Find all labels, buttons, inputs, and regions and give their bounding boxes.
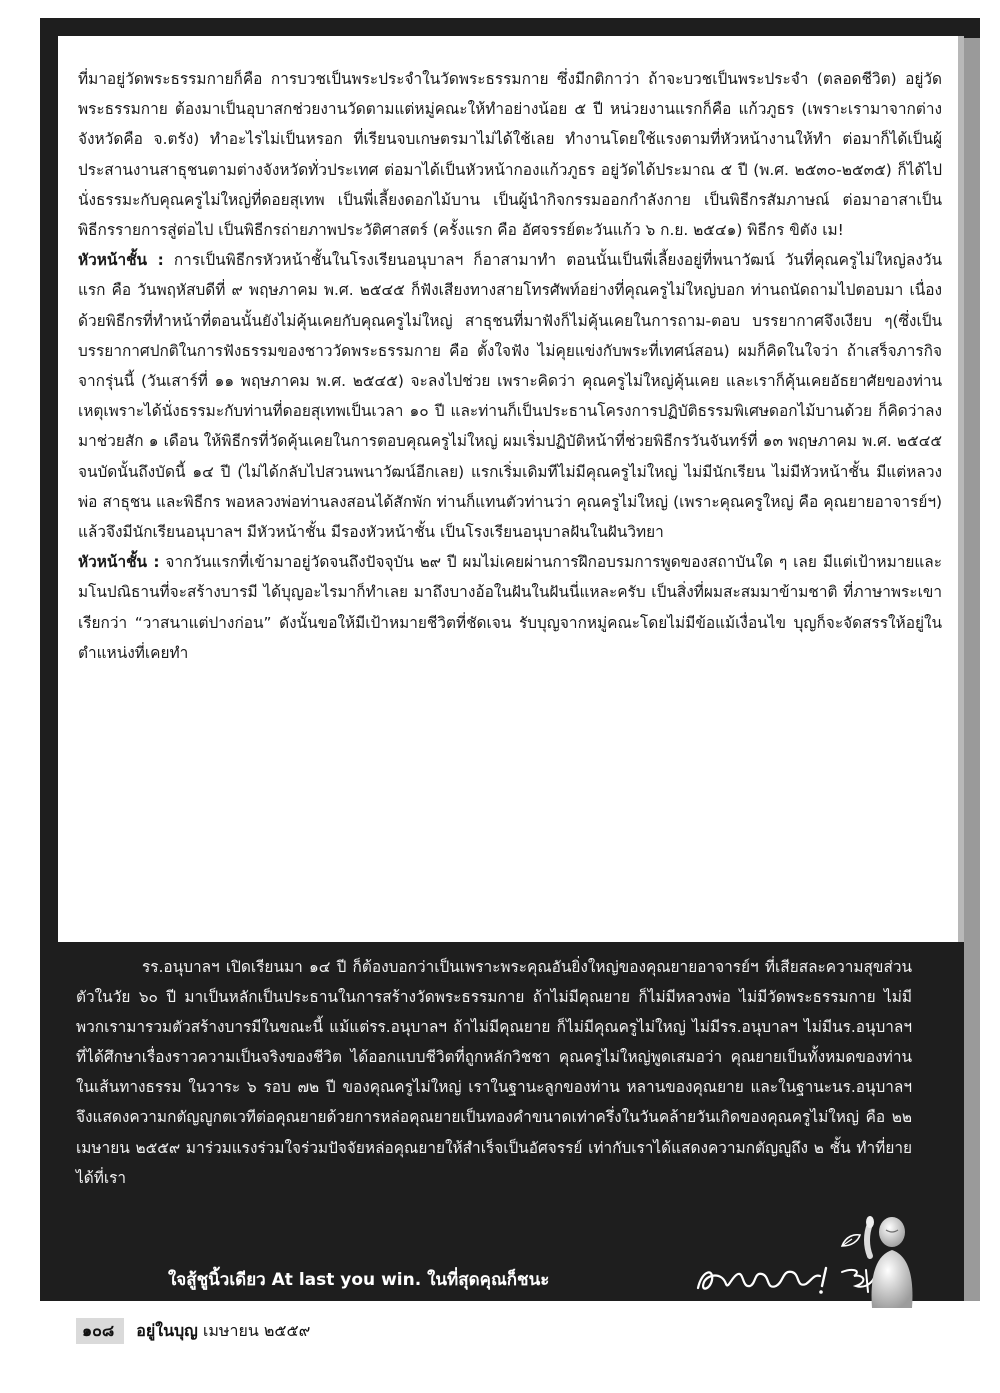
leaf-icon (840, 1232, 862, 1248)
handwritten-signature (692, 1262, 882, 1298)
paragraph-2-text: การเป็นพิธีกรหัวหน้าชั้นในโรงเรียนอนุบาลฯ ก็อาสามาทำ ตอนนั้นเป็นพี่เลี้ยงอยู่ที่พนาวัฒน์ วันที่คุณครูไม่ใหญ่ลงวันแรก คือ วันพฤหัสบดีที่ ๙ พฤษภาคม พ.ศ. ๒๕๔๕ ก็ฟังเสียงทางสายโทรศัพท์อย่างที่คุณครูไม่ใหญ่บอก ท่านถนัดถามไปตอบมา เนื่องด้วยพิธีกรที่ทำหน้าที่ตอนนั้นยังไม่คุ้นเคยกับคุณครูไม่ใหญ่ สาธุชนที่มาฟังก็ไม่คุ้นเคยในการถาม-ตอบ บรรยากาศจึงเงียบ ๆ(ซึ่งเป็นบรรยากาศปกติในการฟังธรรมของชาววัดพระธรรมกาย คือ ตั้งใจฟัง ไม่คุยแข่งกับพระที่เทศน์สอน) ผมก็คิดในใจว่า ถ้าเสร็จภารกิจจากรุ่นนี้ (วันเสาร์ที่ ๑๑ พฤษภาคม พ.ศ. ๒๕๔๕) จะลงไปช่วย เพราะคิดว่า คุณครูไม่ใหญ่คุ้นเคย และเราก็คุ้นเคยอัธยาศัยของท่าน เหตุเพราะได้นั่งธรรมะกับท่านที่ดอยสุเทพเป็นเวลา ๑๐ ปี และท่านก็เป็นประธานโครงการปฏิบัติธรรมพิเศษดอกไม้บานด้วย ก็คิดว่าลงมาช่วยสัก ๑ เดือน ให้พิธีกรที่วัดคุ้นเคยในการตอบคุณครูไม่ใหญ่ ผมเริ่มปฏิบัติหน้าที่ช่วยพิธีกรวันจันทร์ที่ ๑๓ พฤษภาคม พ.ศ. ๒๕๔๕ จนบัดนั้นถึงบัดนี้ ๑๔ ปี (ไม่ได้กลับไปสวนพนาวัฒน์อีกเลย) แรกเริ่มเดิมทีไม่มีคุณครูไม่ใหญ่ ไม่มีนักเรียน ไม่มีหัวหน้าชั้น มีแต่หลวงพ่อ สาธุชน และพิธีกร พอหลวงพ่อท่านลงสอนได้สักพัก ท่านก็แทนตัวท่านว่า คุณครูไม่ใหญ่ (เพราะคุณครูใหญ่ คือ คุณยายอาจารย์ฯ) แล้วจึงมีนักเรียนอนุบาลฯ มีหัวหน้าชั้น มีรองหัวหน้าชั้น เป็นโรงเรียนอนุบาลฝันในฝันวิทยา (78, 251, 943, 542)
magazine-title: อยู่ในบุญ (136, 1320, 198, 1340)
article-paragraph-2 (58, 245, 958, 547)
paragraph-2-lead: หัวหน้าชั้น : (78, 251, 164, 270)
page-number: ๑๐๘ (76, 1318, 124, 1344)
pointing-figure-illustration (860, 1210, 922, 1308)
magazine-issue: เมษายน ๒๕๕๙ (202, 1320, 311, 1340)
page-footer (76, 1318, 310, 1344)
slogan-row (76, 1262, 956, 1298)
article-paragraph-1 (58, 36, 958, 245)
frame-shadow-edge (964, 38, 980, 1301)
article-paragraph-3 (58, 547, 958, 668)
article-body (58, 36, 964, 942)
paragraph-3-lead: หัวหน้าชั้น : (78, 553, 160, 572)
paragraph-3-text: จากวันแรกที่เข้ามาอยู่วัดจนถึงปัจจุบัน ๒๙ ปี ผมไม่เคยผ่านการฝึกอบรมการพูดของสถาบันใด ๆ เลย มีแต่เป้าหมายและมโนปณิธานที่จะสร้างบารมี ได้บุญอะไรมาก็ทำเลย มาถึงบางอ้อในฝันในฝันนี่แหละครับ เป็นสิ่งที่ผมสะสมมาข้ามชาติ ที่ภาษาพระเขาเรียกว่า “วาสนาแต่ปางก่อน” ดังนั้นขอให้มีเป้าหมายชีวิตที่ชัดเจน รับบุญจากหมู่คณะโดยไม่มีข้อแม้เงื่อนไข บุญก็จะจัดสรรให้อยู่ในตำแหน่งที่เคยทำ (78, 553, 942, 662)
tribute-section (76, 952, 912, 1193)
tribute-paragraph: รร.อนุบาลฯ เปิดเรียนมา ๑๔ ปี ก็ต้องบอกว่าเป็นเพราะพระคุณอันยิ่งใหญ่ของคุณยายอาจารย์ฯ ที่เสียสละความสุขส่วนตัวในวัย ๖๐ ปี มาเป็นหลักเป็นประธานในการสร้างวัดพระธรรมกาย ถ้าไม่มีคุณยาย ก็ไม่มีหลวงพ่อ ไม่มีวัดพระธรรมกาย ไม่มีพวกเรามารวมตัวสร้างบารมีในขณะนี้ แม้แต่รร.อนุบาลฯ ถ้าไม่มีคุณยาย ก็ไม่มีคุณครูไม่ใหญ่ ไม่มีรร.อนุบาลฯ ไม่มีนร.อนุบาลฯ ที่ได้ศึกษาเรื่องราวความเป็นจริงของชีวิต ได้ออกแบบชีวิตที่ถูกหลักวิชชา คุณครูไม่ใหญ่พูดเสมอว่า คุณยายเป็นทั้งหมดของท่านในเส้นทางธรรม ในวาระ ๖ รอบ ๗๒ ปี ของคุณครูไม่ใหญ่ เราในฐานะลูกของท่าน หลานของคุณยาย และในฐานะนร.อนุบาลฯ จึงแสดงความกตัญญูกตเวทีต่อคุณยายด้วยการหล่อคุณยายเป็นทองคำขนาดเท่าครึ่งในวันคล้ายวันเกิดของคุณครูไม่ใหญ่ คือ ๒๒ เมษายน ๒๕๕๙ มาร่วมแรงร่วมใจร่วมปัจจัยหล่อคุณยายให้สำเร็จเป็นอัศจรรย์ เท่ากับเราได้แสดงความกตัญญูถึง ๒ ชั้น ทำที่ยาย ได้ที่เรา (76, 958, 912, 1187)
paragraph-1-text: ที่มาอยู่วัดพระธรรมกายก็คือ การบวชเป็นพระประจำในวัดพระธรรมกาย ซึ่งมีกติกาว่า ถ้าจะบวชเป็นพระประจำ (ตลอดชีวิต) อยู่วัดพระธรรมกาย ต้องมาเป็นอุบาสกช่วยงานวัดตามแต่หมู่คณะให้ทำอย่างน้อย ๕ ปี หน่วยงานแรกก็คือ แก้วภูธร (เพราะเรามาจากต่างจังหวัดคือ จ.ตรัง) ทำอะไรไม่เป็นหรอก ที่เรียนจบเกษตรมาไม่ได้ใช้เลย ทำงานโดยใช้แรงตามที่หัวหน้างานให้ทำ ต่อมาก็ได้เป็นผู้ประสานงานสาธุชนตามต่างจังหวัดทั่วประเทศ ต่อมาได้เป็นหัวหน้ากองแก้วภูธร อยู่วัดได้ประมาณ ๕ ปี (พ.ศ. ๒๕๓๐-๒๕๓๕) ก็ได้ไปนั่งธรรมะกับคุณครูไม่ใหญ่ที่ดอยสุเทพ เป็นพี่เลี้ยงดอกไม้บาน เป็นผู้นำกิจกรรมออกกำลังกาย เป็นพิธีกรสัมภาษณ์ ต่อมาอาสาเป็นพิธีกรรายการสู่ต่อไป เป็นพิธีกรถ่ายภาพประวัติศาสตร์ (ครั้งแรก คือ อัศจรรย์ตะวันแก้ว ๖ ก.ย. ๒๕๔๑) พิธีกร ขิตัง เม! (78, 70, 942, 240)
magazine-info (136, 1319, 310, 1344)
slogan-text: ใจสู้ชูนิ้วเดียว At last you win. ในที่สุดคุณก็ชนะ (168, 1270, 550, 1290)
